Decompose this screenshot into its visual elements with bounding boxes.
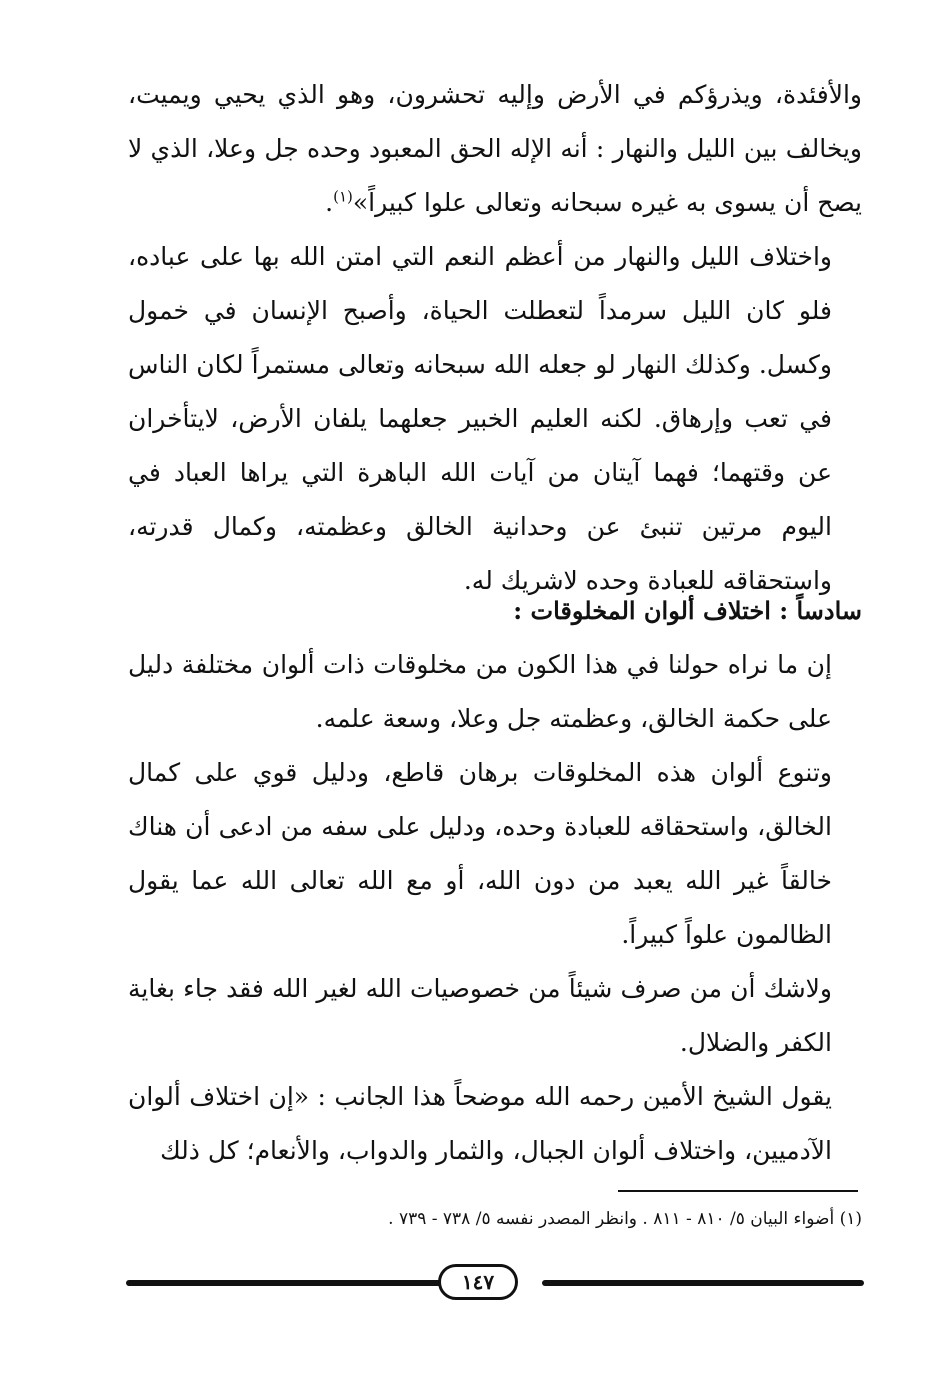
footnote-reference: (١) (333, 187, 353, 206)
paragraph-4-text: وتنوع ألوان هذه المخلوقات برهان قاطع، ودليل قوي على كمال الخالق، واستحقاقه للعبادة وحده، ودليل على سفه من ادعى أن هناك خالقاً غير الله يعبد من دون الله، أو مع الله تعالى الله عما يقول الظالمون علواً كبيراً. (128, 758, 832, 949)
paragraph-3-text: إن ما نراه حولنا في هذا الكون من مخلوقات ذات ألوان مختلفة دليل على حكمة الخالق، وعظمته جل وعلا، وسعة علمه. (128, 650, 832, 733)
paragraph-5-text: ولاشك أن من صرف شيئاً من خصوصيات الله لغير الله فقد جاء بغاية الكفر والضلال. (128, 974, 832, 1057)
paragraph-3 (128, 638, 862, 746)
footnote-divider (618, 1190, 858, 1192)
section-heading-text: سادساً : اختلاف ألوان المخلوقات : (513, 596, 862, 625)
footnote: (١) أضواء البيان ٥/ ٨١٠ - ٨١١ . وانظر المصدر نفسه ٥/ ٧٣٨ - ٧٣٩ . (388, 1209, 862, 1229)
paragraph-6 (128, 1070, 862, 1178)
paragraph-1 (128, 68, 862, 230)
paragraph-5 (128, 962, 862, 1070)
paragraph-2-text: واختلاف الليل والنهار من أعظم النعم التي امتن الله بها على عباده، فلو كان الليل سرمداً لتعطلت الحياة، وأصبح الإنسان في خمول وكسل. وكذلك النهار لو جعله الله سبحانه وتعالى مستمراً لكان الناس في تعب وإرهاق. لكنه العليم الخبير جعلهما يلفان الأرض، لايتأخران عن وقتهما؛ فهما آيتان من آيات الله الباهرة التي يراها العباد في اليوم مرتين تنبئ عن وحدانية الخالق وعظمته، وكمال قدرته، واستحقاقه للعبادة وحده لاشريك له. (128, 242, 832, 595)
footer-bar-right (542, 1280, 864, 1286)
section-heading (128, 584, 862, 638)
paragraph-1-end: . (325, 188, 334, 217)
paragraph-2 (128, 230, 862, 608)
paragraph-6-text: يقول الشيخ الأمين رحمه الله موضحاً هذا الجانب : «إن اختلاف ألوان الآدميين، واختلاف ألوان الجبال، والثمار والدواب، والأنعام؛ كل ذلك (128, 1082, 832, 1165)
paragraph-1-text: والأفئدة، ويذرؤكم في الأرض وإليه تحشرون، وهو الذي يحيي ويميت، ويخالف بين الليل والنهار : أنه الإله الحق المعبود وحده جل وعلا، الذي لا يصح أن يسوى به غيره سبحانه وتعالى علوا كبيراً» (128, 80, 862, 217)
page-number: ١٤٧ (438, 1264, 518, 1300)
paragraph-4 (128, 746, 862, 962)
footer-bar-left (126, 1280, 448, 1286)
